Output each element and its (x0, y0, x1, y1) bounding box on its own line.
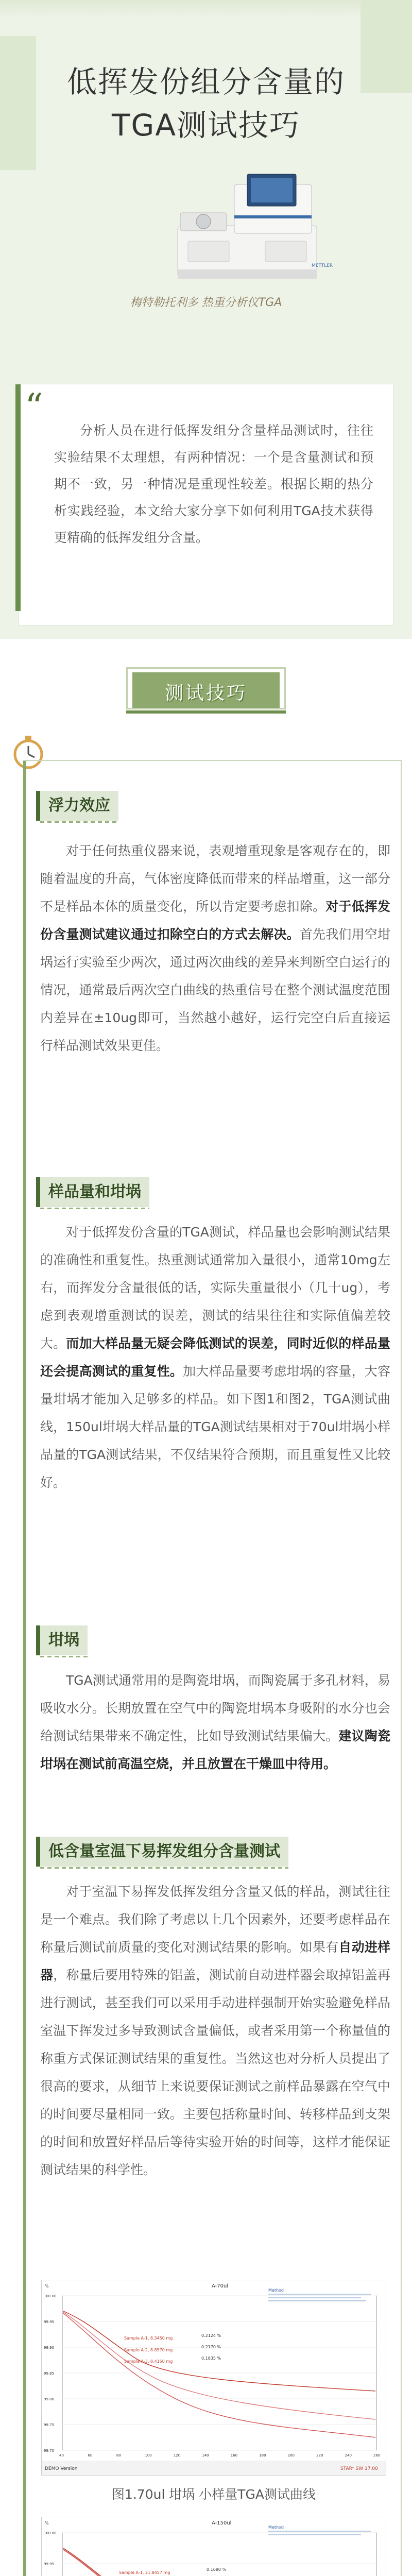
fig1-x-tick: 100 (145, 2453, 152, 2458)
fig1-result-1: 0.2124 % (201, 2333, 221, 2338)
fig1-y-tick: 99.75 (44, 2423, 55, 2427)
fig1-x-tick: 160 (230, 2453, 238, 2458)
fig1-y-tick: 100.00 (44, 2294, 57, 2298)
fig2-y-tick: 100.00 (44, 2531, 57, 2535)
fig2-panel-title: A-150ul (212, 2520, 232, 2526)
figure-1-chart (41, 2280, 386, 2476)
fig1-footer-right: STARᵉ SW 17.00 (340, 2466, 378, 2471)
fig2-method-label: Method (268, 2525, 284, 2530)
subheading-crucible: 坩埚 (36, 1625, 88, 1655)
fig1-x-tick: 220 (316, 2453, 323, 2458)
fig1-x-tick: 260 (373, 2453, 381, 2458)
fig2-y-unit: % (45, 2521, 49, 2526)
fig1-x-tick: 180 (259, 2453, 266, 2458)
fig1-legend-3: Sample A-3, 8.4150 mg (124, 2359, 173, 2364)
fig1-x-tick: 60 (88, 2453, 93, 2458)
header-top-stripe (0, 0, 412, 19)
paragraph-volatile: 对于室温下易挥发低挥发组分含量又低的样品，测试往往是一个难点。我们除了考虑以上几个因素外，还要考虑样品在称量后测试前质量的变化对测试结果的影响。如果有自动进样器，称量后要用特殊的铝盖，测试前自动进样器会取掉铝盖再进行测试，甚至我们可以采用手动进样强制开始实验避免样品室温下挥发过多导致测试含量偏低，或者采用第一个称量值的称重方式保证测试结果的重复性。当然这也对分析人员提出了很高的要求，从细节上来说要保证测试之前样品暴露在空气中的时间要尽量相同一致。主要包括称量时间、转移样品到支架的时间和放置好样品后等待实验开始的时间等，这样才能保证测试结果的科学性。 (40, 1884, 390, 2177)
fig1-y-tick: 99.85 (44, 2371, 55, 2376)
fig1-method-label: Method (268, 2288, 284, 2293)
fig2-legend-1: Sample A-1, 21.8457 mg (119, 2570, 170, 2575)
fig1-legend-2: Sample A-2, 8.8570 mg (124, 2348, 173, 2352)
intro-accent-bar (15, 384, 21, 611)
quote-icon (25, 389, 42, 406)
paragraph-buoyancy: 对于任何热重仪器来说，表观增重现象是客观存在的，即随着温度的升高，气体密度降低而带来的样品增重，这一部分不是样品本体的质量变化，所以肯定要考虑扣除。对于低挥发份含量测试建议通过扣除空白的方式去解决。首先我们用空坩埚运行实验至少两次，通过两次曲线的差异来判断空白运行的情况，通常最后两次空白曲线的热重信号在整个测试温度范围内差异在±10ug即可，当然越小越好，运行完空白后直接运行样品测试效果更佳。 (40, 843, 390, 1053)
subheading-buoyancy: 浮力效应 (36, 791, 118, 821)
fig1-x-tick: 40 (59, 2453, 64, 2458)
fig1-y-tick: 99.95 (44, 2320, 55, 2324)
paragraph-sample-crucible: 对于低挥发份含量的TGA测试，样品量也会影响测试结果的准确性和重复性。热重测试通常加入量很小，通常10mg左右，而挥发分含量很低的话，实际失重量很小（几十ug），考虑到表观增重测试的误差，测试的结果往往和实际值偏差较大。而加大样品量无疑会降低测试的误差，同时近似的样品量还会提高测试的重复性。加大样品量要考虑坩埚的容量，大容量坩埚才能加入足够多的样品。如下图1和图2，TGA测试曲线，150ul坩埚大样品量的TGA测试结果相对于70ul坩埚小样品量的TGA测试结果，不仅结果符合预期，而且重复性又比较好。 (40, 1225, 390, 1490)
figure-1-caption: 图1.70ul 坩埚 小样量TGA测试曲线 (111, 2487, 316, 2502)
fig2-result-1: 0.1680 % (207, 2567, 227, 2572)
fig1-x-tick: 240 (345, 2453, 352, 2458)
fig1-panel-title: A-70ul (212, 2283, 229, 2289)
figure-1-svg (42, 2280, 386, 2475)
fig1-result-2: 0.2170 % (201, 2345, 221, 2349)
page-title-line-2: TGA测试技巧 (111, 108, 301, 143)
section-title-text: 测试技巧 (164, 683, 247, 704)
tga-instrument-image (157, 164, 335, 290)
fig1-x-tick: 200 (287, 2453, 295, 2458)
figure-2-svg (42, 2517, 386, 2576)
section-title-badge (126, 667, 286, 714)
figure-2-chart (41, 2517, 386, 2576)
fig1-y-tick: 99.90 (44, 2346, 55, 2350)
fig1-x-tick: 140 (202, 2453, 209, 2458)
fig1-x-tick: 120 (173, 2453, 181, 2458)
intro-text: 分析人员在进行低挥发组分含量样品测试时，往往实验结果不太理想，有两种情况：一个是含量测试和预期不一致，另一种情况是重现性较差。根据长期的热分析实践经验，本文给大家分享下如何利用TGA技术获得更精确的低挥发组分含量。 (54, 423, 373, 545)
fig1-legend-1: Sample A-1, 8.3450 mg (124, 2336, 173, 2341)
svg-text:METTLER: METTLER (312, 263, 333, 268)
instrument-caption: 梅特勒托利多 热重分析仪TGA (130, 296, 282, 309)
fig2-y-tick: 99.95 (44, 2562, 55, 2566)
fig1-y-tick: 99.80 (44, 2397, 55, 2401)
fig1-y-tick: 99.70 (44, 2449, 55, 2453)
subheading-volatile: 低含量室温下易挥发组分含量测试 (36, 1837, 288, 1867)
fig1-x-tick: 80 (116, 2453, 121, 2458)
fig1-result-3: 0.1835 % (201, 2356, 221, 2361)
paragraph-crucible: TGA测试通常用的是陶瓷坩埚，而陶瓷属于多孔材料，易吸收水分。长期放置在空气中的陶瓷坩埚本身吸附的水分也会给测试结果带来不确定性，比如导致测试结果偏大。建议陶瓷坩埚在测试前高温空烧，并且放置在干燥皿中待用。 (40, 1673, 390, 1771)
fig1-y-unit: % (45, 2284, 49, 2289)
subheading-sample-crucible: 样品量和坩埚 (36, 1177, 149, 1207)
fig1-footer-left: DEMO Version (45, 2466, 78, 2471)
page-title-line-1: 低挥发份组分含量的 (66, 64, 345, 99)
